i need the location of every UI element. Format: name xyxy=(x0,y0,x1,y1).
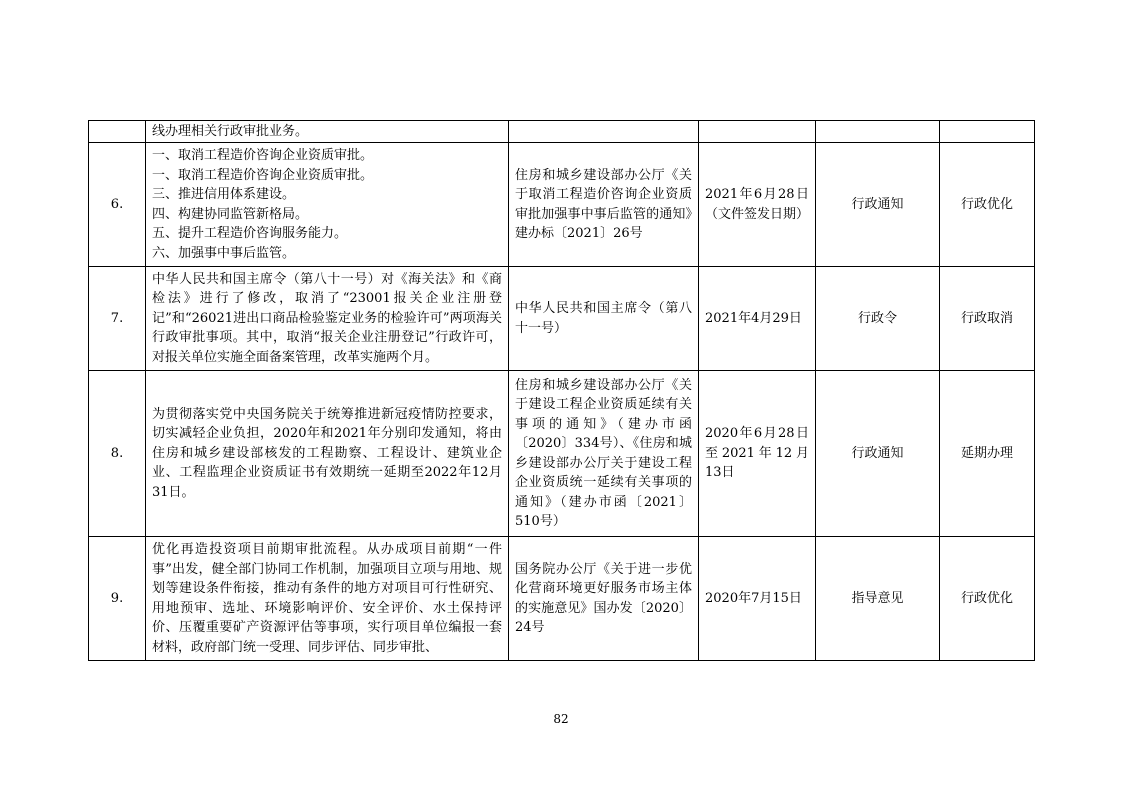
doc-type-cell xyxy=(816,121,940,143)
row-number-cell: 9. xyxy=(89,537,146,661)
date-cell: 2020年6月28日至2021年12月13日 xyxy=(699,371,816,537)
doc-type-cell: 行政通知 xyxy=(816,371,940,537)
category-cell: 行政优化 xyxy=(940,143,1035,267)
content-line: 六、加强事中事后监管。 xyxy=(152,245,296,261)
document-cell: 中华人民共和国主席令（第八十一号） xyxy=(509,267,699,371)
table-row xyxy=(89,267,1035,371)
category-cell: 行政取消 xyxy=(940,267,1035,371)
document-cell: 住房和城乡建设部办公厅《关于建设工程企业资质延续有关事项的通知》（建办市函〔2020〕334号）、《住房和城乡建设部办公厅关于建设工程企业资质统一延续有关事项的通知》（建办市函〔2021〕510号） xyxy=(509,371,699,537)
content-cell: 中华人民共和国主席令（第八十一号）对《海关法》和《商检法》进行了修改，取消了“23001报关企业注册登记”和“26021进出口商品检验鉴定业务的检验许可”两项海关行政审批事项。其中，取消“报关企业注册登记”行政许可，对报关单位实施全面备案管理，改革实施两个月。 xyxy=(146,267,509,371)
row-number-cell xyxy=(89,121,146,143)
doc-type-cell: 指导意见 xyxy=(816,537,940,661)
content-cell xyxy=(146,143,509,267)
category-cell: 行政优化 xyxy=(940,537,1035,661)
table-body xyxy=(89,121,1035,661)
doc-type-cell: 行政令 xyxy=(816,267,940,371)
content-line: 一、取消工程造价咨询企业资质审批。 xyxy=(152,167,374,183)
document-cell: 国务院办公厅《关于进一步优化营商环境更好服务市场主体的实施意见》国办发〔2020〕24号 xyxy=(509,537,699,661)
content-cell xyxy=(146,121,509,143)
row-number-cell: 6. xyxy=(89,143,146,267)
content-line: 五、提升工程造价咨询服务能力。 xyxy=(152,226,348,241)
table-row xyxy=(89,371,1035,537)
document-cell: 住房和城乡建设部办公厅《关于取消工程造价咨询企业资质审批加强事中事后监管的通知》建办标〔2021〕26号 xyxy=(509,143,699,267)
date-cell: 2021年6月28日（文件签发日期） xyxy=(699,143,816,267)
content-cell: 优化再造投资项目前期审批流程。从办成项目前期“一件事”出发，健全部门协同工作机制，加强项目立项与用地、规划等建设条件衔接，推动有条件的地方对项目可行性研究、用地预审、选址、环境影响评价、安全评价、水土保持评价、压覆重要矿产资源评估等事项，实行项目单位编报一套材料，政府部门统一受理、同步评估、同步审批、 xyxy=(146,537,509,661)
content-line: 四、构建协同监管新格局。 xyxy=(152,206,309,222)
table-row xyxy=(89,537,1035,661)
regulation-table xyxy=(88,120,1035,661)
row-number-cell: 8. xyxy=(89,371,146,537)
date-cell: 2021年4月29日 xyxy=(699,267,816,371)
page-number: 82 xyxy=(553,712,569,726)
category-cell xyxy=(940,121,1035,143)
doc-type-cell: 行政通知 xyxy=(816,143,940,267)
table-row xyxy=(89,143,1035,267)
date-cell xyxy=(699,121,816,143)
document-cell xyxy=(509,121,699,143)
content-cell: 为贯彻落实党中央国务院关于统筹推进新冠疫情防控要求，切实减轻企业负担，2020年和2021年分别印发通知，将由住房和城乡建设部核发的工程勘察、工程设计、建筑业企业、工程监理企业资质证书有效期统一延期至2022年12月31日。 xyxy=(146,371,509,537)
content-line: 三、推进信用体系建设。 xyxy=(152,187,296,202)
date-cell: 2020年7月15日 xyxy=(699,537,816,661)
row-number-cell: 7. xyxy=(89,267,146,371)
table-row xyxy=(89,121,1035,143)
category-cell: 延期办理 xyxy=(940,371,1035,537)
content-line: 一、取消工程造价咨询企业资质审批。 xyxy=(152,148,374,163)
content-line: 线办理相关行政审批业务。 xyxy=(152,123,309,139)
